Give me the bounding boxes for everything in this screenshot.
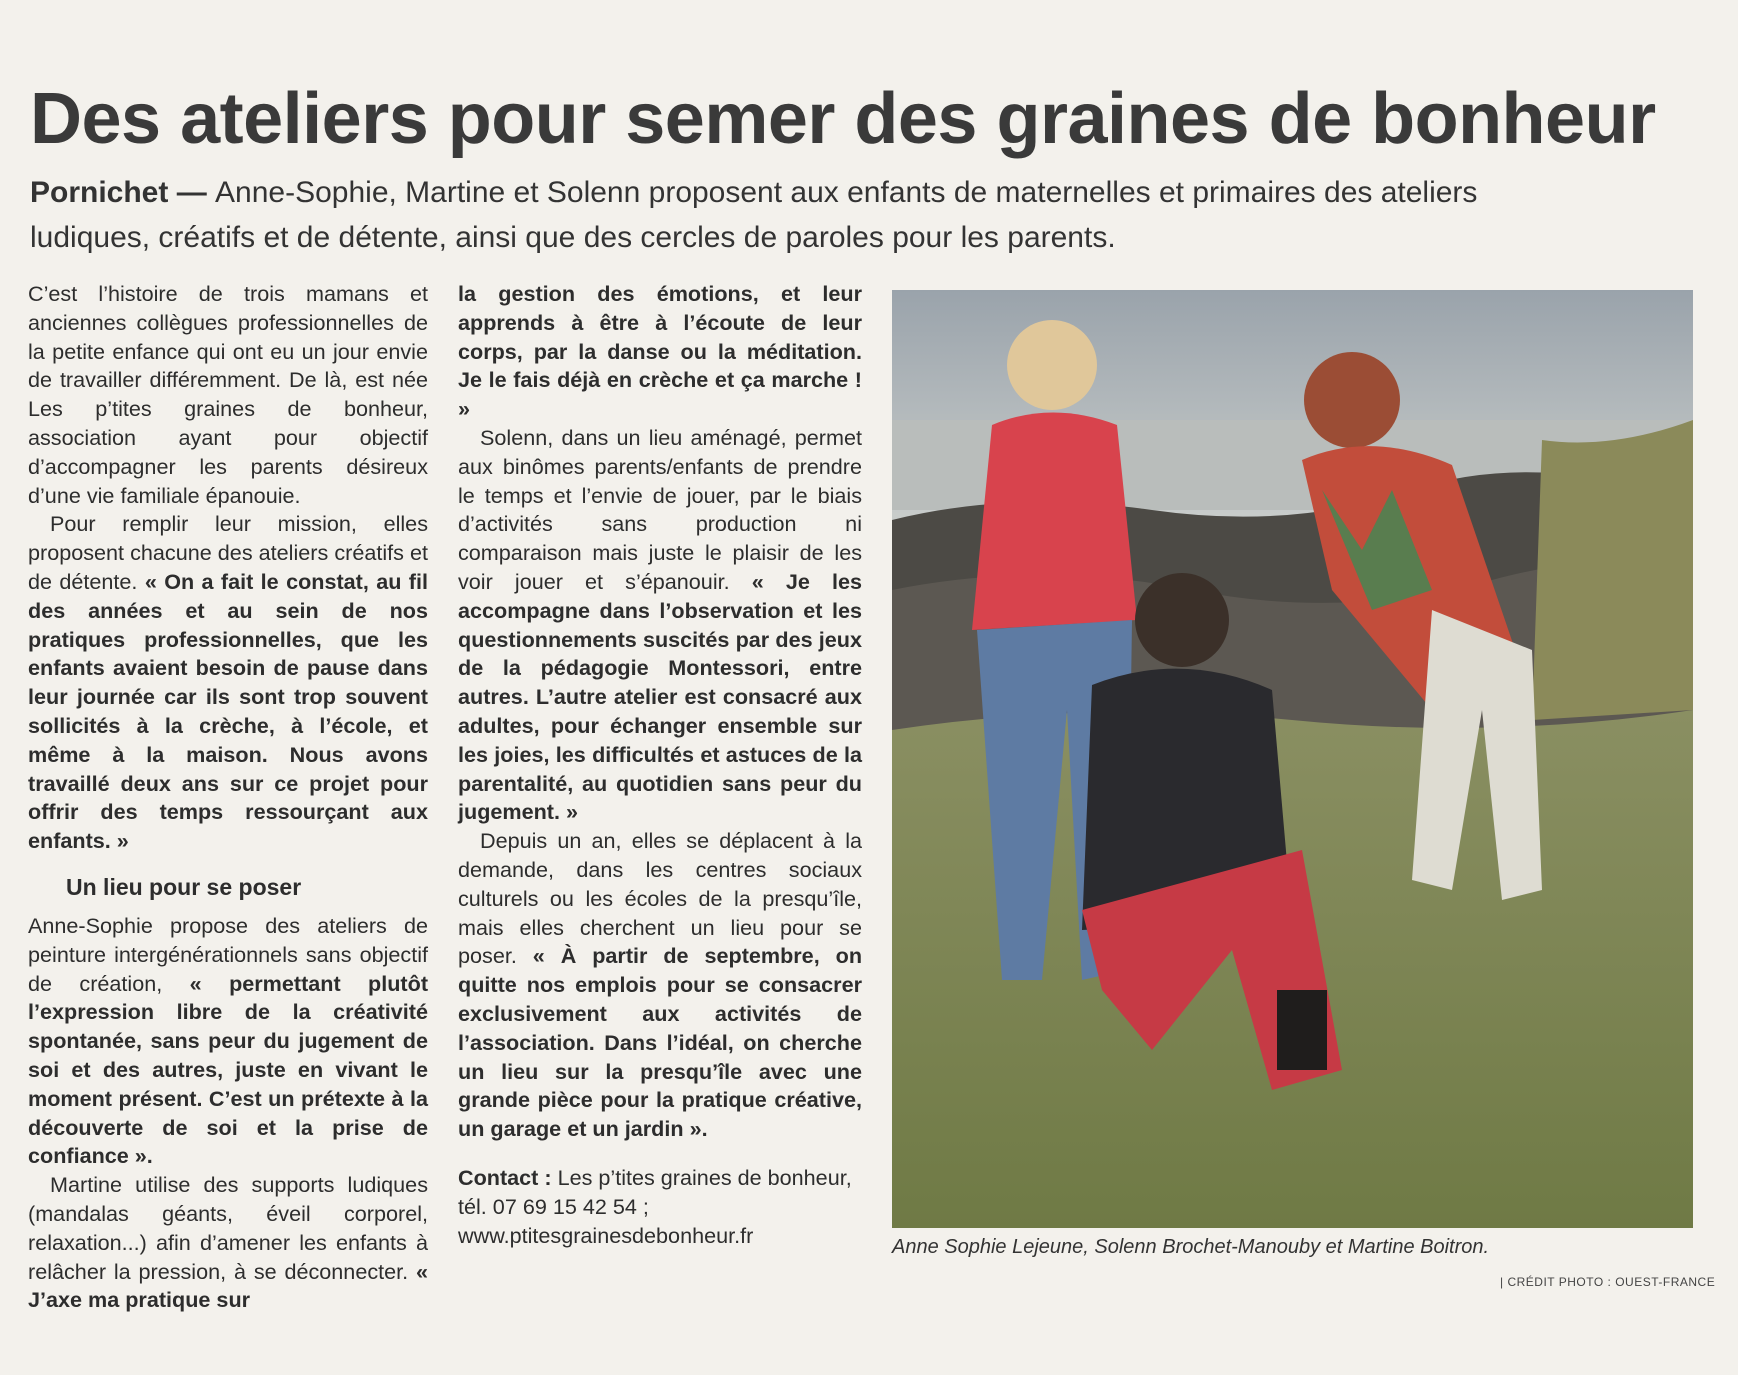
paragraph-anne-sophie-text: Anne-Sophie propose des ateliers de peinture intergénérationnels sans objectif de création, <box>28 912 428 996</box>
paragraph-solenn-text: Solenn, dans un lieu aménagé, permet aux binômes parents/enfants de prendre le temps et l’envie de jouer, par le biais d’activités sans production ni comparaison mais juste le plaisir de les voir jouer et s’épanouir. <box>458 424 862 594</box>
article-column-1 <box>28 280 428 1315</box>
headline: Des ateliers pour semer des graines de bonheur <box>30 79 1656 159</box>
contact-details: Les p’tites graines de bonheur, tél. 07 69 15 42 54 ; www.ptitesgrainesdebonheur.fr <box>458 1164 852 1248</box>
chapo-text: Anne-Sophie, Martine et Solenn proposent aux enfants de maternelles et primaires des ateliers ludiques, créatifs et de détente, ainsi que des cercles de paroles pour les parents. <box>30 176 1478 254</box>
paragraph-solenn <box>458 424 862 827</box>
paragraph-solenn-quote: « Je les accompagne dans l’observation et les questionnements suscités par des jeux de la pédagogie Montessori, entre autres. L’autre atelier est consacré aux adultes, pour échanger ensemble sur les joies, les difficultés et astuces de la parentalité, au quotidien sans peur du jugement. » <box>458 568 863 825</box>
paragraph-martine-quote: « J’axe ma pratique sur <box>28 1258 428 1313</box>
paragraph-depuis <box>458 827 862 1144</box>
paragraph-depuis-quote: « À partir de septembre, on quitte nos emplois pour se consacrer exclusivement aux activités de l’association. Dans l’idéal, on cherche un lieu sur la presqu’île avec une grande pièce pour la pratique créative, un garage et un jardin ». <box>458 943 863 1142</box>
paragraph-mission-text: Pour remplir leur mission, elles proposent chacune des ateliers créatifs et de détente. <box>28 511 428 594</box>
paragraph-martine-text: Martine utilise des supports ludiques (mandalas géants, éveil corporel, relaxation...) afin d’amener les enfants à relâcher la pression, à se déconnecter. <box>28 1172 428 1284</box>
article-column-2 <box>458 280 862 1250</box>
paragraph-martine <box>28 1171 428 1315</box>
paragraph-depuis-text: Depuis un an, elles se déplacent à la demande, dans les centres sociaux culturels ou les écoles de la presqu’île, mais elles cherchent un lieu pour se poser. <box>458 828 862 969</box>
contact-label: Contact : <box>458 1164 552 1190</box>
chapo-place: Pornichet — <box>30 176 216 209</box>
paragraph-mission <box>28 510 428 856</box>
article-photo <box>892 290 1693 1228</box>
paragraph-martine-cont <box>458 280 862 424</box>
paragraph-mission-quote: « On a fait le constat, au fil des années et au sein de nos pratiques professionnelles, que les enfants avaient besoin de pause dans leur journée car ils sont trop souvent sollicités à la crèche, à l’école, et même à la maison. Nous avons travaillé deux ans sur ce projet pour offrir des temps ressourçant aux enfants. » <box>28 568 428 854</box>
photo-illustration <box>892 290 1693 1228</box>
paragraph-martine-cont-quote: la gestion des émotions, et leur apprends à être à l’écoute de leur corps, par la danse ou la méditation. Je le fais déjà en crèche et ça marche ! » <box>458 281 862 422</box>
photo-credit: | CRÉDIT PHOTO : OUEST-FRANCE <box>1500 1275 1716 1289</box>
subheading: Un lieu pour se poser <box>66 873 302 900</box>
paragraph-anne-sophie <box>28 912 428 1171</box>
contact-info <box>458 1164 862 1250</box>
paragraph-anne-sophie-quote: « permettant plutôt l’expression libre de la créativité spontanée, sans peur du jugement de soi et des autres, juste en vivant le moment présent. C’est un prétexte à la découverte de soi et la prise de confiance ». <box>28 970 429 1169</box>
paragraph-intro: C’est l’histoire de trois mamans et anciennes collègues professionnelles de la petite enfance qui ont eu un jour envie de travailler différemment. De là, est née Les p’tites graines de bonheur, association ayant pour objectif d’accompagner les parents désireux d’une vie familiale épanouie. <box>28 281 428 508</box>
photo-caption: Anne Sophie Lejeune, Solenn Brochet-Manouby et Martine Boitron. <box>892 1236 1490 1258</box>
chapo <box>30 170 1500 260</box>
